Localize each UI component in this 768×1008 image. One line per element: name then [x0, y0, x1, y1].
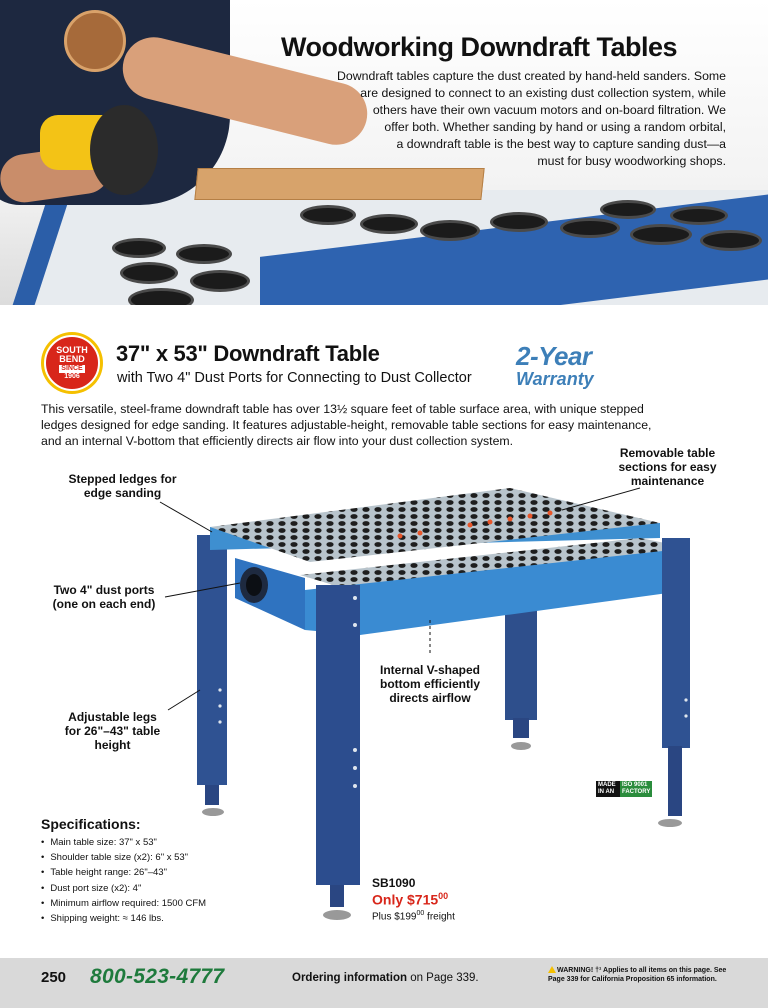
callout-line: Stepped ledges for [68, 472, 177, 486]
callout-line: bottom efficiently [379, 677, 480, 691]
freight-suffix: freight [424, 911, 455, 923]
warning-text: WARNING! †¹ Applies to all items on this page. See Page 339 for California Proposition 65 information. [548, 967, 727, 983]
table-leg-left [197, 535, 227, 785]
product-subtitle: with Two 4" Dust Ports for Connecting to Dust Collector [117, 370, 472, 386]
spec-item: • Dust port size (x2): 4" [41, 881, 206, 896]
callout-line: for 26"–43" table [64, 724, 161, 738]
hero-hole [190, 270, 250, 292]
callout-line: height [94, 738, 131, 752]
logo-text: 1906 [64, 372, 80, 380]
made-in-label: MADE IN AN [596, 781, 620, 797]
page-title: Woodworking Downdraft Tables [281, 32, 677, 62]
page-number: 250 [41, 969, 67, 986]
spec-item: • Main table size: 37" x 53" [41, 835, 206, 850]
hero-intro-line: others have their own vacuum motors and on-board filtration. We [372, 103, 726, 117]
callout-adjustable-legs [50, 710, 175, 752]
hero-intro-line: a downdraft table is the best way to capture sanding dust—a [396, 137, 726, 151]
iso-factory-label: ISO 9001 FACTORY [622, 782, 651, 795]
hero-hole [490, 212, 548, 232]
callout-dust-ports [40, 583, 168, 611]
random-orbital-sander-image [40, 105, 158, 195]
callout-line: maintenance [630, 474, 705, 488]
spec-item: • Shipping weight: ≈ 146 lbs. [41, 911, 206, 926]
callout-line: sections for easy [618, 460, 717, 474]
ordering-info-bold: Ordering information [292, 972, 407, 984]
warning-icon [548, 966, 556, 973]
callout-line: Adjustable legs [68, 710, 157, 724]
hero-hole [700, 230, 762, 251]
hero-banner [0, 0, 768, 305]
description-line: ledges designed for edge sanding. It features adjustable-height, removable table sections for easy maintenance, [41, 418, 652, 432]
hero-intro-line: are designed to connect to an existing dust collection system, while [360, 86, 726, 100]
price-cents: 00 [438, 891, 449, 901]
hero-intro-line: must for busy woodworking shops. [537, 154, 726, 168]
freight-dollars: $199 [394, 911, 417, 923]
hero-hole [112, 238, 166, 258]
product-sku: SB1090 [372, 876, 416, 890]
prop65-warning [548, 966, 738, 984]
specifications-list [41, 835, 206, 926]
hero-hole [128, 288, 194, 305]
callout-leader [562, 488, 640, 510]
freight-cents: 00 [416, 910, 425, 917]
spec-item: • Minimum airflow required: 1500 CFM [41, 896, 206, 911]
hero-hole [560, 218, 620, 238]
callout-removable-sections [600, 446, 735, 488]
description-line: and an internal V-bottom that efficiently directs air flow into your dust collection system. [41, 434, 514, 448]
hero-hole [600, 200, 656, 219]
spec-item: • Shoulder table size (x2): 6" x 53" [41, 850, 206, 865]
hero-intro-text [288, 68, 726, 170]
callout-line: Two 4" dust ports [53, 583, 155, 597]
callout-line: directs airflow [389, 691, 471, 705]
ordering-info-page: on Page 339. [407, 972, 479, 984]
callout-line: Removable table [619, 446, 716, 460]
table-leg-front [316, 585, 360, 885]
specifications-heading: Specifications: [41, 816, 141, 832]
callout-line: (one on each end) [52, 597, 156, 611]
warranty-years: 2-Year [516, 341, 592, 371]
callout-leader [160, 502, 212, 532]
hero-intro-line: offer both. Whether sanding by hand or using a random orbital, [384, 120, 726, 134]
hero-shirt-logo [64, 10, 126, 72]
freight-prefix: Plus [372, 911, 395, 923]
callout-leader [168, 690, 200, 710]
hero-hole [420, 220, 480, 241]
hero-wood-board [194, 168, 484, 200]
hero-hole [120, 262, 178, 284]
ordering-info [292, 972, 479, 984]
price-prefix: Only [372, 891, 408, 908]
logo-text: BEND [59, 353, 85, 364]
phone-number[interactable]: 800-523-4777 [90, 965, 225, 988]
callout-stepped-ledges [55, 472, 190, 500]
spec-item: • Table height range: 26"–43" [41, 865, 206, 880]
product-description [41, 401, 731, 449]
callout-line: edge sanding [83, 486, 162, 500]
product-price [372, 891, 448, 908]
made-in-iso-factory-badge [596, 781, 652, 797]
hero-intro-line: Downdraft tables capture the dust created by hand-held sanders. Some [337, 69, 726, 83]
hero-hole [670, 206, 728, 225]
logo-text: SINCE [61, 364, 83, 372]
warranty-label: Warranty [516, 369, 594, 389]
hero-hole [300, 205, 356, 225]
callout-v-bottom [364, 663, 496, 705]
hero-hole [176, 244, 232, 264]
south-bend-logo [41, 332, 103, 394]
freight-cost [372, 910, 455, 922]
logo-text: SOUTH [56, 344, 88, 355]
product-title: 37" x 53" Downdraft Table [116, 341, 380, 366]
callout-line: Internal V-shaped [379, 663, 481, 677]
hero-hole [630, 224, 692, 245]
hero-hole [360, 214, 418, 234]
price-dollars: $715 [407, 891, 439, 908]
description-line: This versatile, steel-frame downdraft table has over 13½ square feet of table surface area, with unique stepped [41, 402, 644, 416]
table-leg-back [505, 600, 537, 720]
